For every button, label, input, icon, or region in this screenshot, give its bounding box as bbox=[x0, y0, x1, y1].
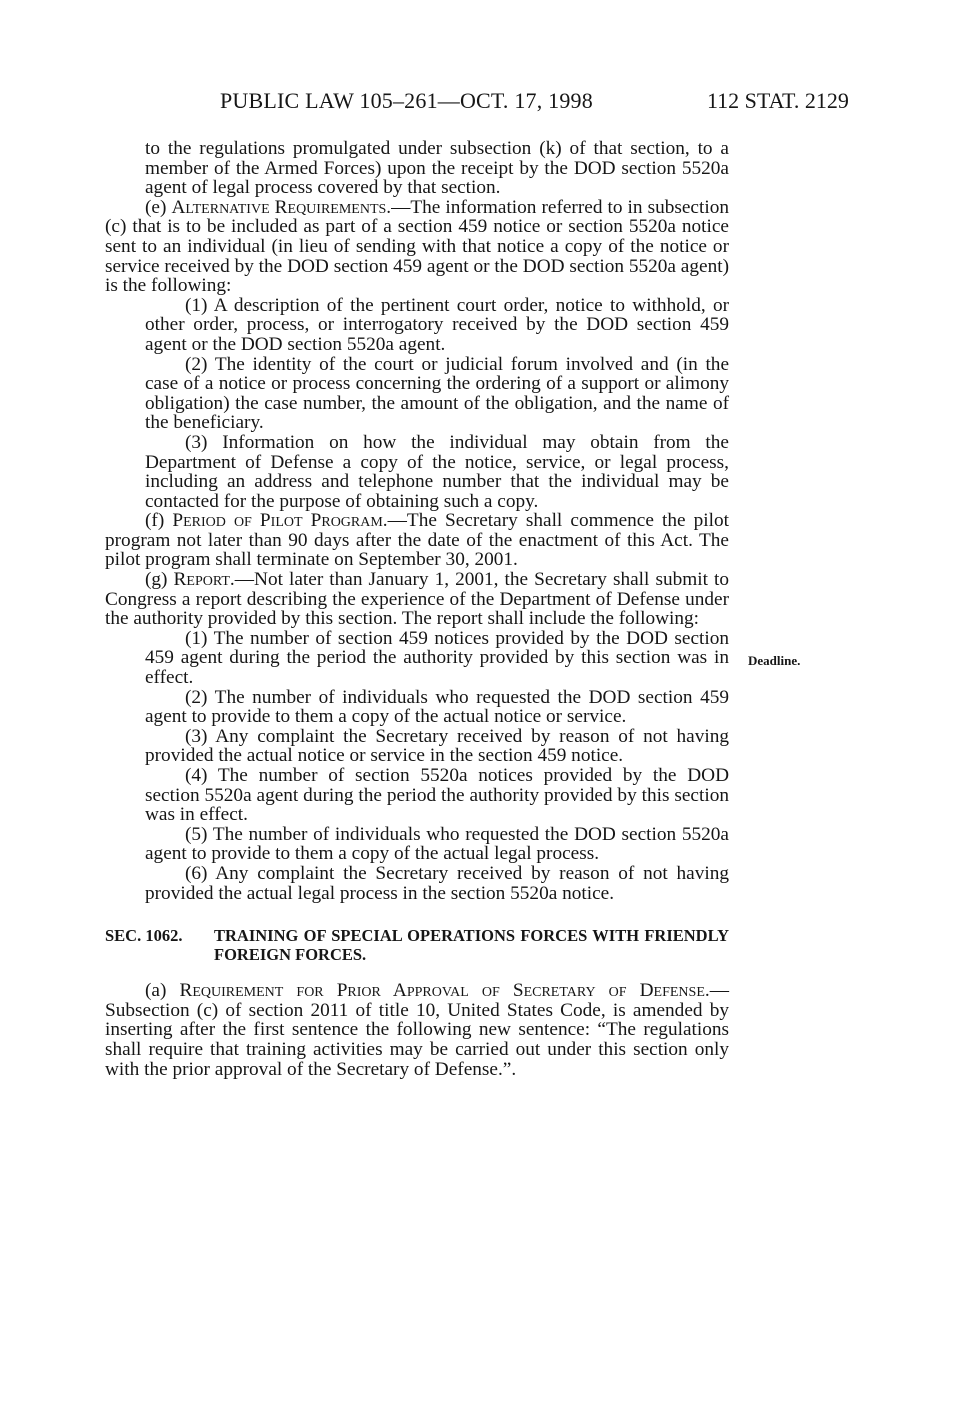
subsection-g-text: —Not later than January 1, 2001, the Secretary shall submit to Congress a report describing the experience of the Department of Defense under the authority provided by this section. The report shall include the following: bbox=[105, 569, 729, 630]
document-body bbox=[105, 139, 729, 1079]
subsection-e-label: (e) bbox=[145, 196, 172, 218]
stat-page-number: 112 STAT. 2129 bbox=[707, 88, 849, 113]
subsection-e-item-1: (1) A description of the pertinent court order, notice to withhold, or other order, process, or interrogatory received by the DOD section 459 agent or the DOD section 5520a agent. bbox=[145, 294, 729, 355]
subsection-g-label: (g) bbox=[145, 569, 174, 591]
subsection-g-item-1: (1) The number of section 459 notices provided by the DOD section 459 agent during the period the authority provided by this section was in effect. bbox=[145, 627, 729, 689]
section-title: TRAINING OF SPECIAL OPERATIONS FORCES WITH FRIENDLY FOREIGN FORCES. bbox=[214, 926, 729, 965]
subsection-e bbox=[105, 198, 729, 296]
subsection-g bbox=[105, 570, 729, 629]
section-number: SEC. 1062. bbox=[105, 926, 183, 946]
subsection-f bbox=[105, 511, 729, 570]
section-1062-subsection-a-heading: Requirement for Prior Approval of Secretary of Defense. bbox=[179, 980, 710, 1002]
subsection-f-label: (f) bbox=[145, 510, 173, 532]
subsection-f-heading: Period of Pilot Program. bbox=[172, 510, 388, 532]
subsection-g-item-4: (4) The number of section 5520a notices provided by the DOD section 5520a agent during the period the authority provided by this section was in effect. bbox=[145, 765, 729, 826]
subsection-g-item-2: (2) The number of individuals who requested the DOD section 459 agent to provide to them a copy of the actual notice or service. bbox=[145, 686, 729, 728]
subsection-e-heading: Alternative Requirements. bbox=[171, 196, 392, 218]
subsection-g-item-3: (3) Any complaint the Secretary received by reason of not having provided the actual notice or service in the section 459 notice. bbox=[145, 725, 729, 767]
section-1062-subsection-a-label: (a) bbox=[145, 980, 180, 1002]
margin-note-deadline: Deadline. bbox=[748, 653, 801, 668]
subsection-g-heading: Report. bbox=[173, 569, 235, 591]
section-1062-subsection-a bbox=[105, 981, 729, 1079]
subsection-e-item-2: (2) The identity of the court or judicial forum involved and (in the case of a notice or process concerning the ordering of a support or alimony obligation) the case number, the amount of the obligation, and the name of the beneficiary. bbox=[145, 353, 729, 434]
section-heading bbox=[105, 926, 729, 964]
section-1062-subsection-a-text: —Subsection (c) of section 2011 of title 10, United States Code, is amended by inserting after the first sentence the following new sentence: “The regulations shall require that training activities may be carried out under this section only with the prior approval of the Secretary of Defense.”. bbox=[105, 980, 729, 1080]
running-title: PUBLIC LAW 105–261—OCT. 17, 1998 bbox=[220, 88, 593, 113]
subsection-f-text: —The Secretary shall commence the pilot program not later than 90 days after the date of the enactment of this Act. The pilot program shall terminate on September 30, 2001. bbox=[105, 510, 729, 571]
continuation-paragraph: to the regulations promulgated under subsection (k) of that section, to a member of the Armed Forces) upon the receipt by the DOD section 5520a agent of legal process covered by that section. bbox=[145, 138, 729, 199]
subsection-g-item-5: (5) The number of individuals who requested the DOD section 5520a agent to provide to them a copy of the actual legal process. bbox=[145, 823, 729, 865]
subsection-e-text: —The information referred to in subsection (c) that is to be included as part of a section 459 notice or section 5520a notice sent to an individual (in lieu of sending with that notice a copy of the notice or service received by the DOD section 459 agent or the DOD section 5520a agent) is the following: bbox=[105, 196, 729, 297]
subsection-g-item-6: (6) Any complaint the Secretary received by reason of not having provided the actual legal process in the section 5520a notice. bbox=[145, 862, 729, 904]
subsection-e-item-3: (3) Information on how the individual may obtain from the Department of Defense a copy of the notice, service, or legal process, including an address and telephone number that the individual may be contacted for the purpose of obtaining such a copy. bbox=[145, 431, 729, 512]
